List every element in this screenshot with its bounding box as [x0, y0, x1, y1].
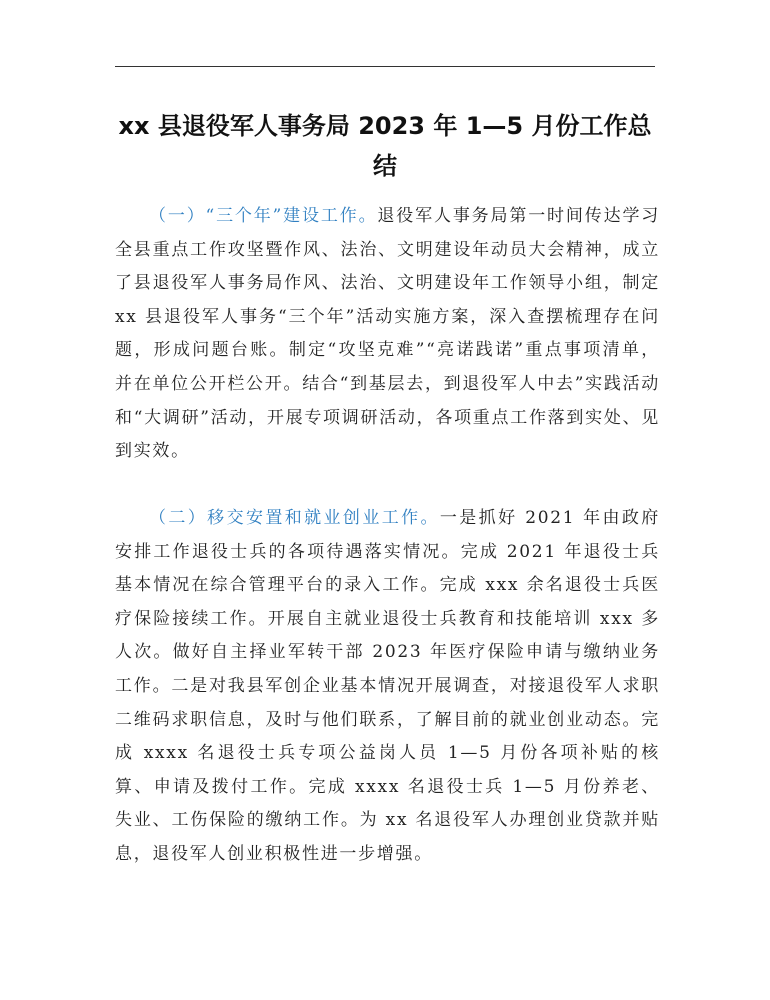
section-heading-1: （一）“三个年”建设工作。	[149, 206, 378, 226]
section-heading-2: （二）移交安置和就业创业工作。	[149, 508, 440, 528]
document-title: xx 县退役军人事务局 2023 年 1—5 月份工作总结	[118, 112, 652, 180]
section-body-1: 退役军人事务局第一时间传达学习全县重点工作攻坚暨作风、法治、文明建设年动员大会精神，成立了县退役军人事务局作风、法治、文明建设年工作领导小组，制定 xx 县退役军人事务“三个年”活动实施方案，深入查摆梳理存在问题，形成问题台账。制定“攻坚克难”“亮诺践诺”重点事项清单，并在单位公开栏公开。结合“到基层去，到退役军人中去”实践活动和“大调研”活动，开展专项调研活动，各项重点工作落到实处、见到实效。	[115, 206, 661, 462]
section-paragraph-2	[115, 502, 660, 872]
top-rule	[115, 66, 655, 67]
section-paragraph-1	[115, 200, 660, 469]
section-body-2: 一是抓好 2021 年由政府安排工作退役士兵的各项待遇落实情况。完成 2021 年退役士兵基本情况在综合管理平台的录入工作。完成 xxx 余名退役士兵医疗保险接续工作。开展自主就业退役士兵教育和技能培训 xxx 多人次。做好自主择业军转干部 2023 年医疗保险申请与缴纳业务工作。二是对我县军创企业基本情况开展调查，对接退役军人求职二维码求职信息，及时与他们联系，了解目前的就业创业动态。完成 xxxx 名退役士兵专项公益岗人员 1—5 月份各项补贴的核算、申请及拨付工作。完成 xxxx 名退役士兵 1—5 月份养老、失业、工伤保险的缴纳工作。为 xx 名退役军人办理创业贷款并贴息，退役军人创业积极性进一步增强。	[115, 508, 660, 864]
